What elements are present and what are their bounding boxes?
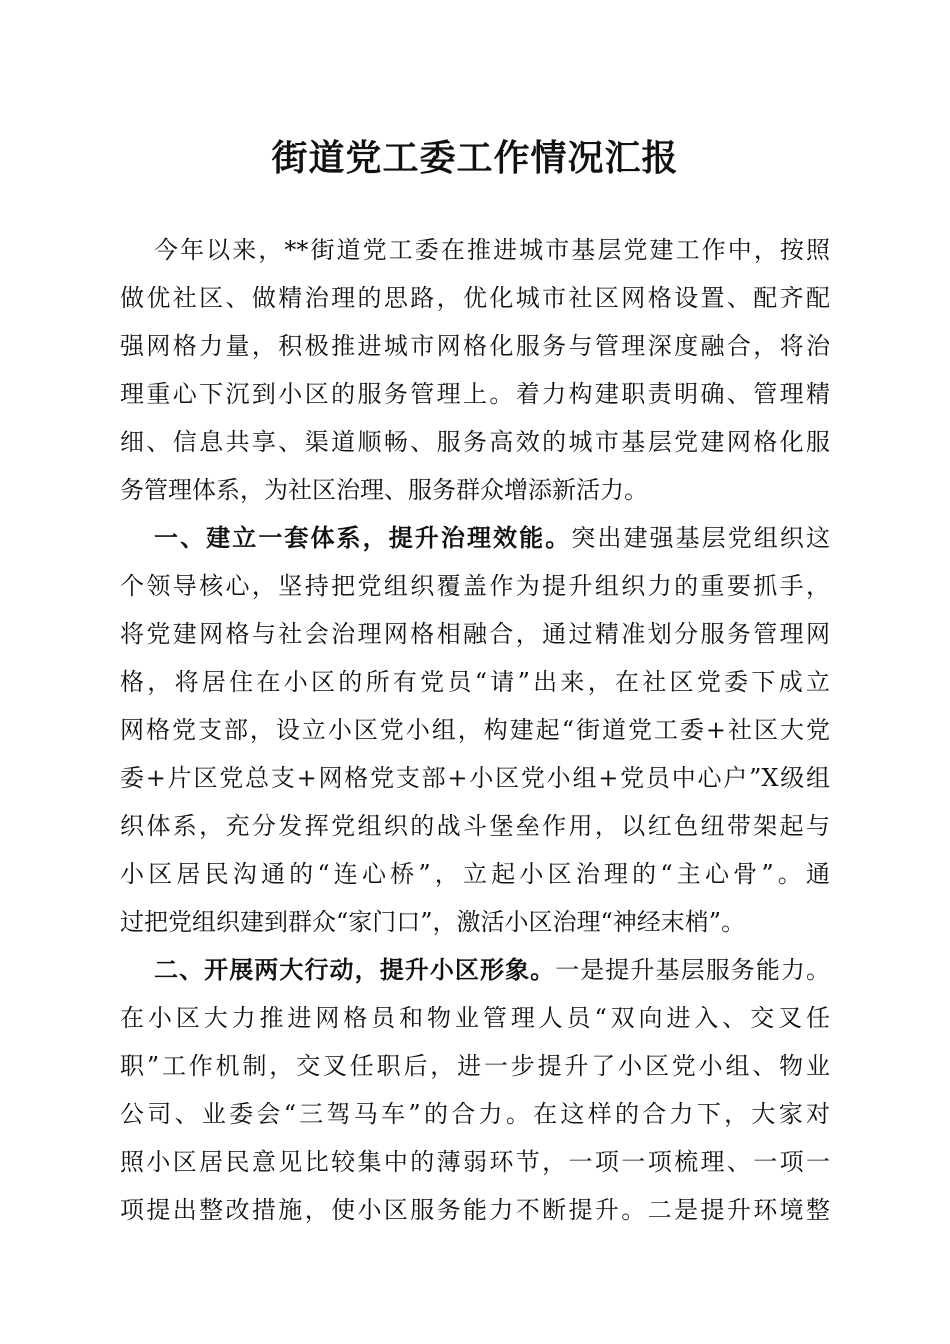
section1-line: 过把党组织建到群众“家门口”，激活小区治理“神经末梢”。 [120, 908, 746, 936]
section2-heading: 二、开展两大行动，提升小区形象。 [154, 955, 556, 984]
intro-line: 细、信息共享、渠道顺畅、服务高效的城市基层党建网格化服 [120, 428, 830, 456]
section1-line: 网格党支部，设立小区党小组，构建起“街道党工委+社区大党 [120, 716, 830, 744]
section1-line: 将党建网格与社会治理网格相融合，通过精准划分服务管理网 [120, 620, 830, 648]
section2-line: 项提出整改措施，使小区服务能力不断提升。二是提升环境整 [120, 1196, 830, 1224]
intro-line: 务管理体系，为社区治理、服务群众增添新活力。 [120, 476, 648, 504]
section1-line: 格，将居住在小区的所有党员“请”出来，在社区党委下成立 [120, 668, 830, 696]
intro-line: 强网格力量，积极推进城市网格化服务与管理深度融合，将治 [120, 332, 830, 360]
section2-line: 职”工作机制，交叉任职后，进一步提升了小区党小组、物业 [120, 1052, 830, 1080]
intro-line: 做优社区、做精治理的思路，优化城市社区网格设置、配齐配 [120, 284, 830, 312]
section2-line: 照小区居民意见比较集中的薄弱环节，一项一项梳理、一项一 [120, 1148, 830, 1176]
section1-first-text: 突出建强基层党组织这 [571, 524, 831, 552]
section2-line: 公司、业委会“三驾马车”的合力。在这样的合力下，大家对 [120, 1100, 830, 1128]
section1-line: 委+片区党总支+网格党支部+小区党小组+党员中心户”X级组 [120, 764, 830, 792]
document-title: 街道党工委工作情况汇报 [271, 137, 679, 179]
section1-first-line [154, 514, 830, 562]
intro-line: 理重心下沉到小区的服务管理上。着力构建职责明确、管理精 [120, 380, 830, 408]
section2-first-text: 一是提升基层服务能力。 [555, 956, 831, 984]
section1-line: 小区居民沟通的“连心桥”，立起小区治理的“主心骨”。通 [120, 860, 830, 888]
section2-first-line [154, 946, 830, 994]
section2-line: 在小区大力推进网格员和物业管理人员“双向进入、交叉任 [120, 1004, 830, 1032]
section1-heading: 一、建立一套体系，提升治理效能。 [154, 523, 572, 552]
section1-line: 个领导核心，坚持把党组织覆盖作为提升组织力的重要抓手， [120, 572, 830, 600]
section1-line: 织体系，充分发挥党组织的战斗堡垒作用，以红色纽带架起与 [120, 812, 830, 840]
intro-line: 今年以来，**街道党工委在推进城市基层党建工作中，按照 [154, 236, 830, 264]
